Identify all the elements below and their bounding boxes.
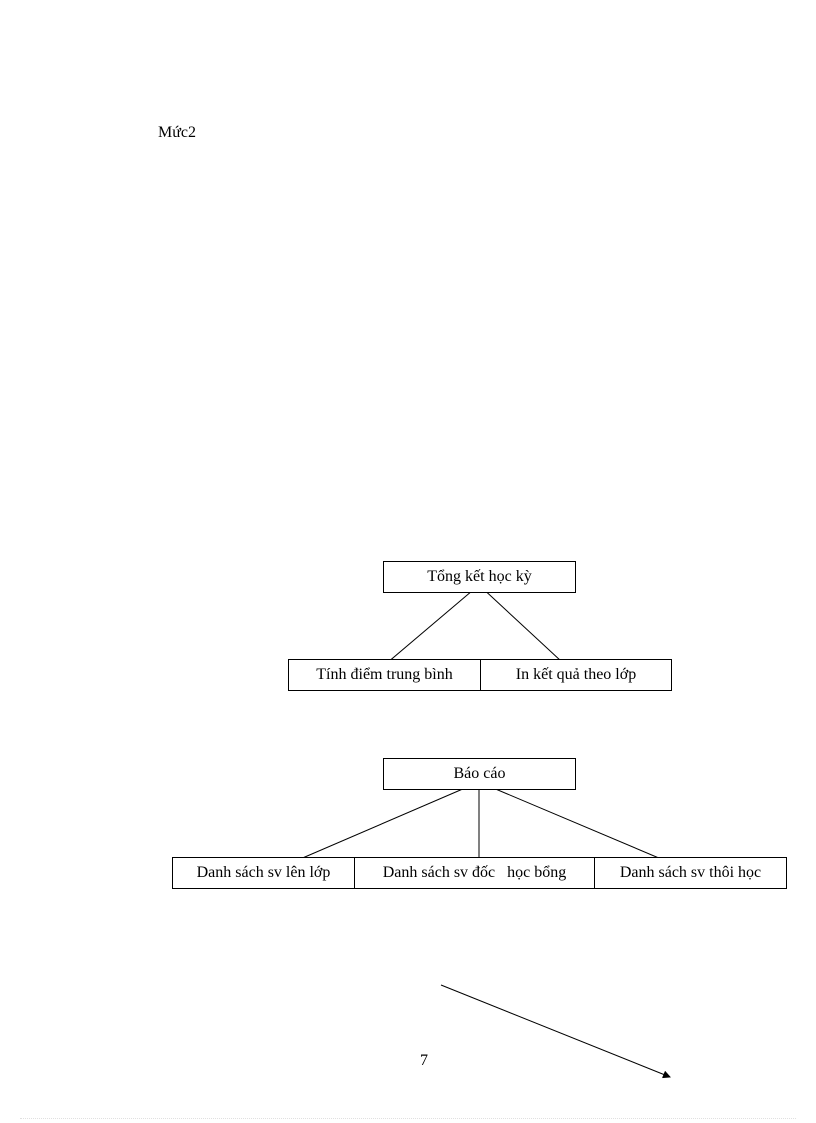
node-tong-ket-hoc-ky: Tổng kết học kỳ [383, 561, 576, 593]
stray-arrow [441, 985, 670, 1077]
page-bottom-divider [20, 1118, 796, 1119]
node-tinh-diem-trung-binh: Tính điểm trung bình [288, 659, 481, 691]
node-in-ket-qua-theo-lop: In kết quả theo lớp [480, 659, 672, 691]
page-number: 7 [420, 1052, 428, 1069]
node-danh-sach-sv-thoi-hoc: Danh sách sv thôi học [594, 857, 787, 889]
node-danh-sach-sv-hoc-bong: Danh sách sv đốc học bổng [354, 857, 595, 889]
node-danh-sach-sv-len-lop: Danh sách sv lên lớp [172, 857, 355, 889]
level-heading: Mức2 [158, 124, 196, 141]
node-bao-cao: Báo cáo [383, 758, 576, 790]
